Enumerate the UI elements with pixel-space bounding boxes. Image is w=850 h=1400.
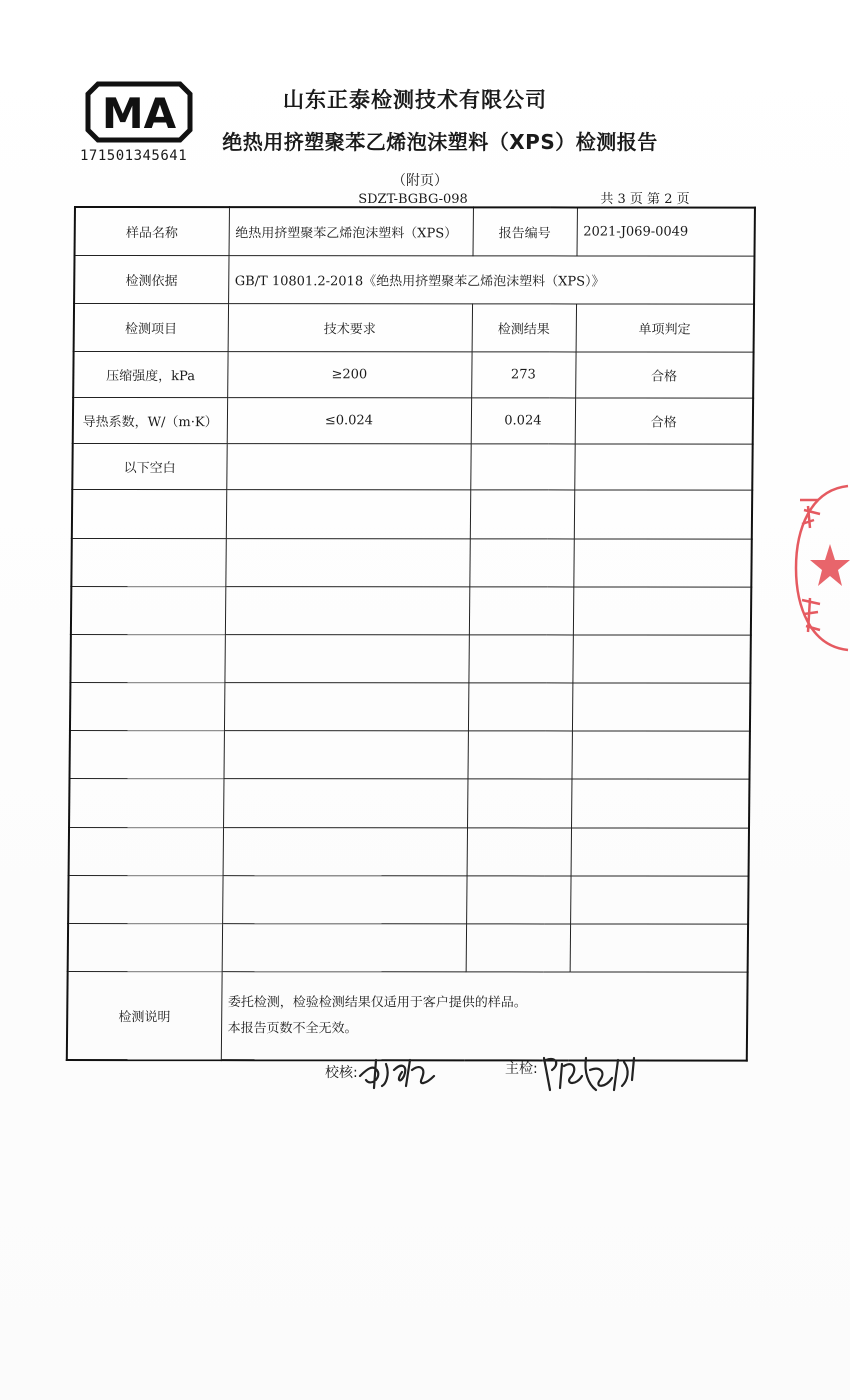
row-result: 0.024 — [471, 398, 575, 444]
checker-label: 校核: — [325, 1065, 358, 1081]
row-requirement: ≤0.024 — [227, 398, 471, 444]
report-number-value: 2021-J069-0049 — [577, 207, 755, 255]
sample-name-value: 绝热用挤塑聚苯乙烯泡沫塑料（XPS） — [229, 207, 473, 255]
empty-row — [69, 827, 749, 876]
basis-label: 检测依据 — [74, 255, 228, 303]
cma-logo-text: MA — [101, 89, 177, 138]
empty-row — [72, 490, 752, 539]
row-judgement: 合格 — [575, 398, 753, 444]
report-number-label: 报告编号 — [473, 207, 577, 255]
empty-cell — [470, 444, 574, 490]
report-table — [66, 206, 756, 1062]
column-header-judgement: 单项判定 — [576, 304, 754, 352]
note-line-1: 委托检测，检验检测结果仅适用于客户提供的样品。 — [227, 994, 527, 1010]
empty-cell — [574, 444, 752, 490]
blank-marker-row — [72, 444, 752, 491]
company-name: 山东正泰检测技术有限公司 — [283, 88, 547, 112]
empty-cell — [226, 444, 470, 490]
table-row — [73, 398, 753, 445]
empty-row — [70, 634, 750, 683]
cma-logo-icon — [84, 80, 194, 144]
blank-marker: 以下空白 — [72, 444, 226, 490]
row-item: 压缩强度，kPa — [73, 351, 227, 397]
notes-label: 检测说明 — [67, 972, 222, 1061]
note-line-2: 本报告页数不全无效。 — [227, 1020, 358, 1036]
cma-certificate-number: 171501345641 — [80, 148, 188, 164]
basis-value: GB/T 10801.2-2018《绝热用挤塑聚苯乙烯泡沫塑料（XPS）》 — [228, 255, 754, 304]
empty-row — [71, 538, 751, 587]
column-header-result: 检测结果 — [472, 304, 576, 352]
column-header-item: 检测项目 — [74, 303, 228, 351]
report-title: 绝热用挤塑聚苯乙烯泡沫塑料（XPS）检测报告 — [222, 130, 658, 154]
empty-row — [68, 923, 748, 972]
notes-row — [67, 972, 748, 1061]
inspector-label: 主检: — [505, 1061, 538, 1077]
sample-name-row — [75, 207, 755, 256]
row-judgement: 合格 — [575, 352, 753, 398]
checker-signature — [356, 1050, 444, 1092]
red-seal-stamp-icon — [790, 480, 850, 655]
empty-row — [69, 779, 749, 828]
column-header-row — [74, 303, 754, 352]
page-count: 共 3 页 第 2 页 — [600, 192, 690, 207]
appendix-label: （附页） — [392, 173, 448, 189]
report-table-wrapper — [66, 206, 754, 1062]
row-item: 导热系数，W/（m·K） — [73, 398, 227, 444]
inspector-signature — [540, 1050, 640, 1096]
row-requirement: ≥200 — [227, 352, 471, 398]
table-row — [73, 351, 753, 398]
column-header-requirement: 技术要求 — [228, 303, 472, 351]
notes-content — [221, 972, 748, 1061]
form-code: SDZT-BGBG-098 — [358, 192, 468, 207]
sample-name-label: 样品名称 — [75, 207, 229, 255]
row-result: 273 — [471, 352, 575, 398]
basis-row — [74, 255, 754, 304]
empty-row — [70, 731, 750, 780]
empty-row — [68, 875, 748, 924]
empty-row — [71, 586, 751, 635]
empty-row — [70, 683, 750, 732]
